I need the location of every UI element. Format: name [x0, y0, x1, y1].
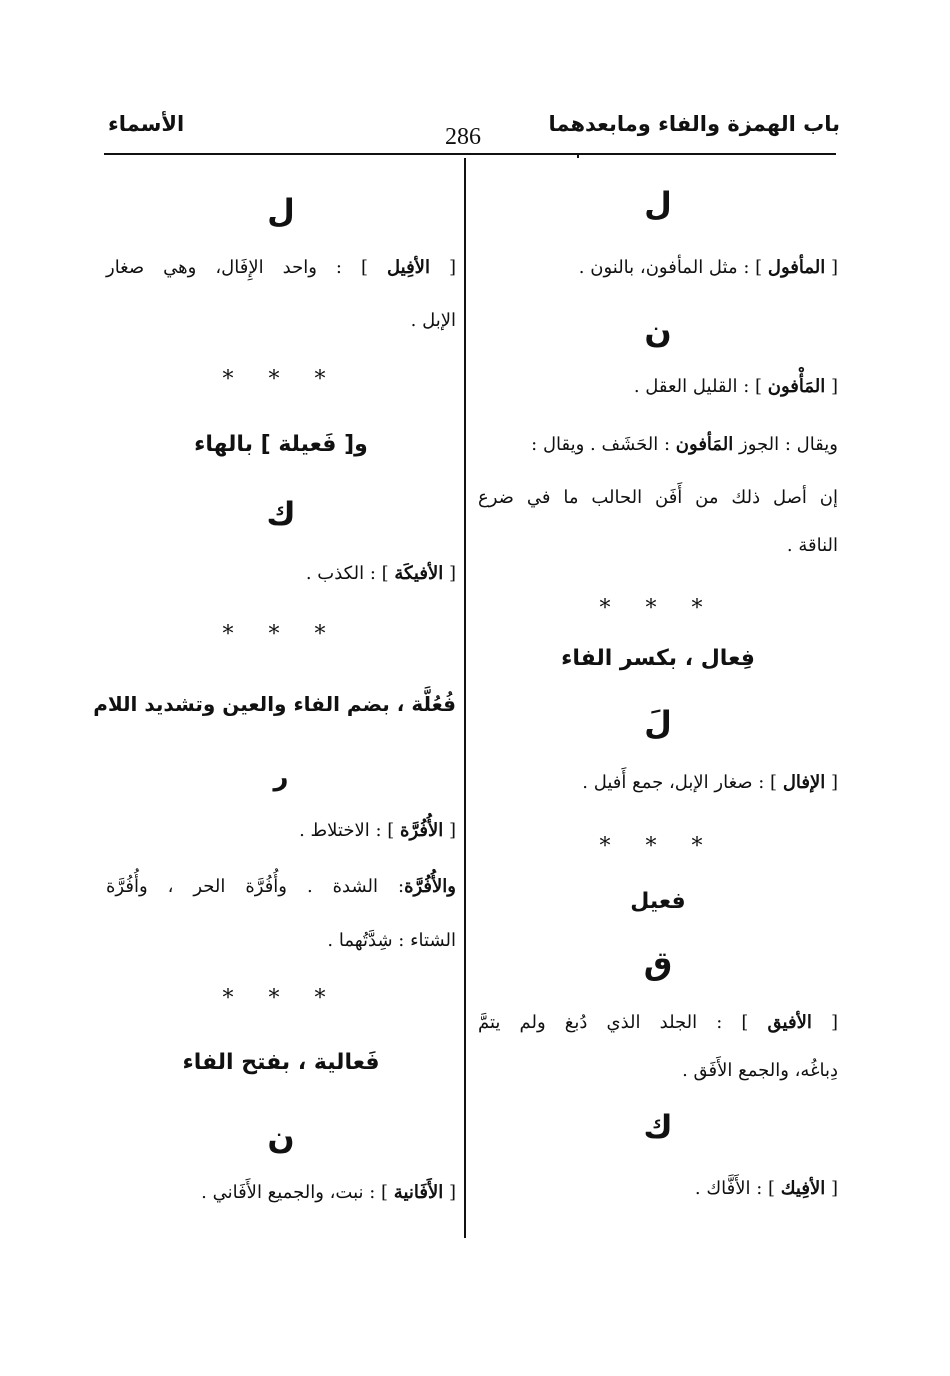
section-separator-stars-2: * * * [599, 834, 717, 859]
entry-afurra2-line-1 [106, 876, 456, 897]
bracket-open: [ [443, 563, 456, 584]
running-head-section: الأسماء [108, 112, 185, 136]
entry-afurra2-line-2: الشتاء : شِدَّتُهما . [327, 930, 456, 951]
headword-afurra-2: والأُفُرَّة [404, 876, 456, 897]
section-separator-stars-2: * * * [222, 622, 340, 647]
headword-ifaal: الإفال [782, 772, 826, 793]
entry-afeel-line-2: الإبل . [410, 310, 456, 331]
jawz-text-a: ويقال : الجوز [733, 434, 838, 455]
letter-heading-lam: ل [267, 192, 295, 230]
letter-heading-qaf: ق [643, 944, 673, 982]
pattern-heading-faaliya: فَعالية ، بفتح الفاء [182, 1050, 380, 1075]
pattern-heading-fiaal: فِعال ، بكسر الفاء [561, 646, 755, 671]
headword-afaniya: الأَفَانية [393, 1182, 444, 1203]
definition-afurra2-1: : الشدة . وأُفُرَّة الحر ، وأُفُرَّة [106, 876, 405, 897]
pattern-heading-faeela: و[ فَعيلة ] بالهاء [194, 432, 368, 457]
headword-afurra: الأُفُرَّة [400, 820, 444, 841]
bracket-open: [ [825, 376, 838, 397]
letter-heading-kaf: ك [643, 1108, 673, 1146]
section-separator-stars-3: * * * [222, 986, 340, 1011]
bracket-open: [ [811, 1012, 839, 1033]
entry-ifaal [478, 772, 838, 793]
definition-maafoon: ] : القليل العقل . [633, 376, 768, 397]
jawz-text-b: : الحَشَف . ويقال : [531, 434, 676, 455]
entry-afeeq-line-2: دِباغُه، والجمع الأَفَق . [682, 1060, 838, 1081]
section-separator-stars: * * * [599, 596, 717, 621]
definition-afeeq-1: ] : الجلد الذي دُبغ ولم يتمَّ [478, 1012, 768, 1033]
letter-heading-ra: ر [273, 762, 289, 792]
letter-heading-nun: ن [644, 312, 672, 350]
section-separator-stars: * * * [222, 367, 340, 392]
headword-afeeka: الأفيكَة [394, 563, 444, 584]
bracket-open: [ [443, 820, 456, 841]
definition-maafool: ] : مثل المأفون، بالنون . [578, 257, 768, 278]
letter-heading-kaf: ك [266, 495, 296, 533]
bracket-open: [ [443, 1182, 456, 1203]
entry-afaniya [106, 1182, 456, 1203]
entry-afeeq-line-1 [478, 1012, 838, 1033]
definition-afeek: ] : الأَفَّاك . [694, 1178, 781, 1199]
header-rule-tick [577, 153, 579, 158]
header-rule [104, 153, 836, 155]
entry-jawz-line-1 [478, 434, 838, 455]
letter-heading-nun: ن [267, 1118, 295, 1156]
pattern-heading-fulla: فُعُلَّة ، بضم الفاء والعين وتشديد اللام [93, 692, 456, 716]
definition-afeel-1: ] : واحد الإِفَال، وهي صغار [106, 257, 388, 278]
bracket-open: [ [825, 772, 838, 793]
headword-jawz: المَأفون [675, 434, 734, 455]
entry-afurra [106, 820, 456, 841]
entry-jawz-line-2: إن أصل ذلك من أَفَن الحالب ما في ضرع [478, 487, 838, 508]
headword-afeeq: الأفيق [767, 1012, 812, 1033]
bracket-open: [ [825, 1178, 838, 1199]
definition-afurra: ] : الاختلاط . [299, 820, 401, 841]
definition-afeeka: ] : الكذب . [305, 563, 395, 584]
letter-heading-lam: ل [644, 185, 672, 223]
definition-afaniya: ] : نبت، والجميع الأَفَاني . [201, 1182, 394, 1203]
entry-afeek [478, 1178, 838, 1199]
running-head-chapter: باب الهمزة والفاء ومابعدهما [548, 112, 840, 136]
entry-jawz-line-3: الناقة . [786, 535, 838, 556]
headword-afeek: الأفِيك [780, 1178, 826, 1199]
page-header [0, 0, 950, 160]
definition-ifaal: ] : صغار الإبل، جمع أَفيل . [582, 772, 783, 793]
column-divider [464, 158, 466, 1238]
headword-maafool: المأفول [767, 257, 826, 278]
bracket-open: [ [825, 257, 838, 278]
entry-afeel-line-1 [106, 257, 456, 278]
letter-heading-lam-2: لَ [644, 704, 672, 742]
bracket-open: [ [429, 257, 456, 278]
headword-maafoon: المَأْفون [767, 376, 826, 397]
entry-maafoon [478, 376, 838, 397]
entry-afeeka [106, 563, 456, 584]
pattern-heading-faeel: فعيل [630, 889, 686, 914]
entry-maafool [478, 257, 838, 278]
page-number: 286 [445, 124, 481, 150]
headword-afeel: الأفِيل [387, 257, 430, 278]
